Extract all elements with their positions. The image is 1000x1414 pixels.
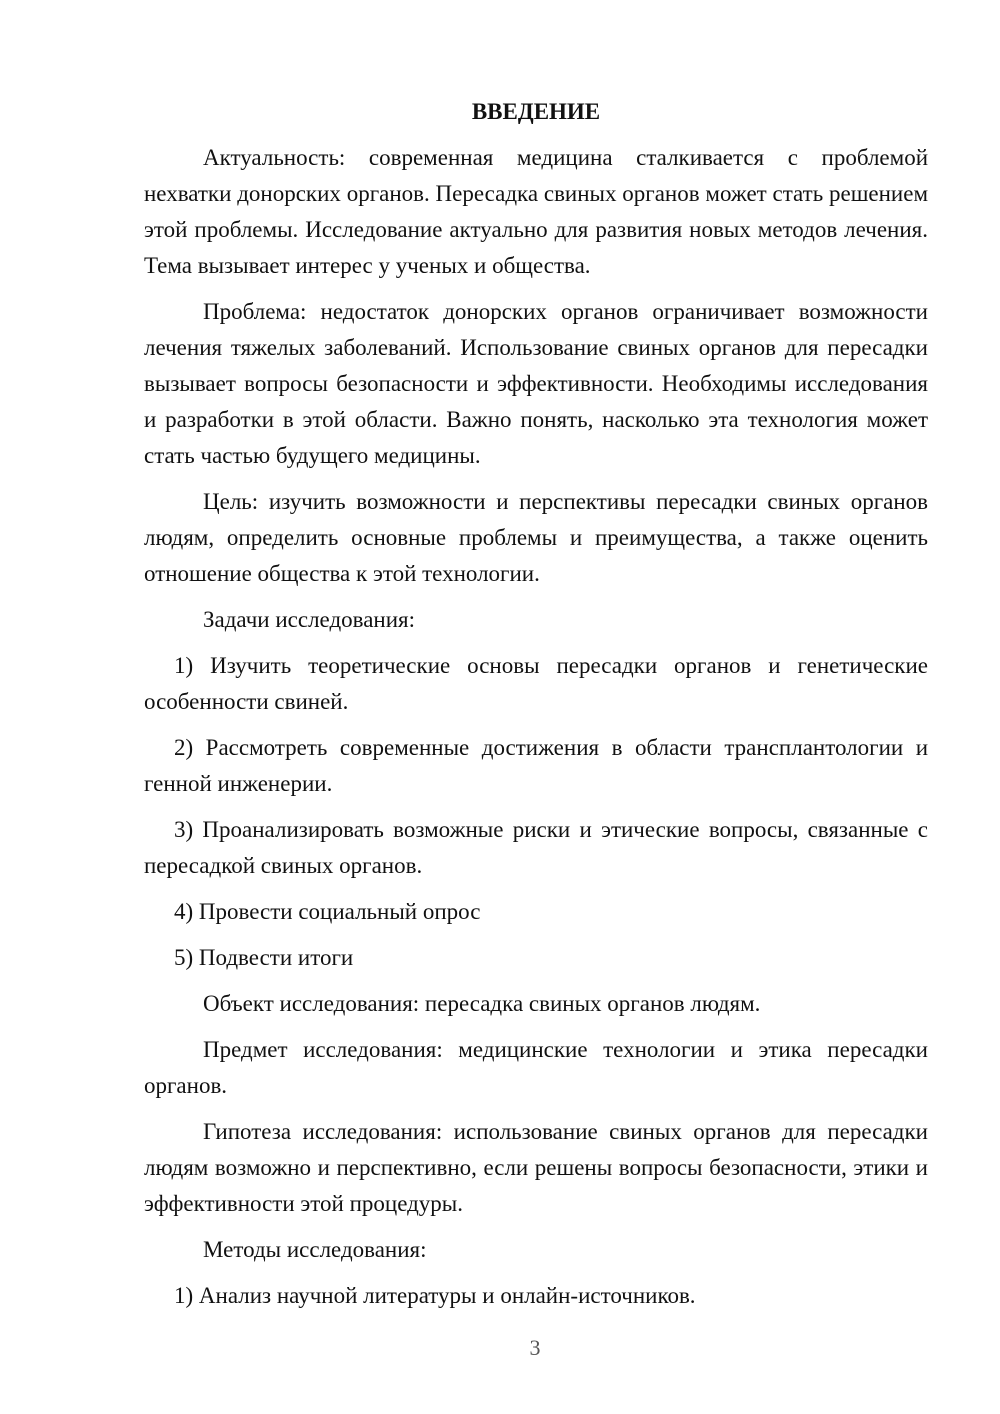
task-item-5: 5) Подвести итоги [174, 945, 354, 970]
section-title: ВВЕДЕНИЕ [471, 99, 601, 124]
task-item-3: 3) Проанализировать возможные риски и этические вопросы, связанные с пересадкой свиных органов. [144, 817, 928, 878]
document-body [144, 94, 928, 1324]
paragraph-methods-heading: Методы исследования: [203, 1237, 427, 1262]
paragraph-hypothesis: Гипотеза исследования: использование свиных органов для пересадки людям возможно и перспективно, если решены вопросы безопасности, этики и эффективности этой процедуры. [144, 1119, 928, 1216]
page-number: 3 [529, 1335, 541, 1360]
paragraph-problem: Проблема: недостаток донорских органов ограничивает возможности лечения тяжелых заболеваний. Использование свиных органов для пересадки вызывает вопросы безопасности и эффективности. Необходимы исследования и разработки в этой области. Важно понять, насколько эта технология может стать частью будущего медицины. [144, 299, 928, 468]
paragraph-relevance: Актуальность: современная медицина сталкивается с проблемой нехватки донорских органов. Пересадка свиных органов может стать решением этой проблемы. Исследование актуально для развития новых методов лечения. Тема вызывает интерес у ученых и общества. [144, 145, 928, 278]
task-item-4: 4) Провести социальный опрос [174, 899, 481, 924]
task-item-1: 1) Изучить теоретические основы пересадки органов и генетические особенности свиней. [144, 653, 928, 714]
method-item-1: 1) Анализ научной литературы и онлайн-источников. [174, 1283, 696, 1308]
paragraph-tasks-heading: Задачи исследования: [203, 607, 416, 632]
task-item-2: 2) Рассмотреть современные достижения в области трансплантологии и генной инженерии. [144, 735, 928, 796]
paragraph-object: Объект исследования: пересадка свиных органов людям. [203, 991, 761, 1016]
paragraph-goal: Цель: изучить возможности и перспективы пересадки свиных органов людям, определить основные проблемы и преимущества, а также оценить отношение общества к этой технологии. [144, 489, 928, 586]
paragraph-subject: Предмет исследования: медицинские технологии и этика пересадки органов. [144, 1037, 928, 1098]
